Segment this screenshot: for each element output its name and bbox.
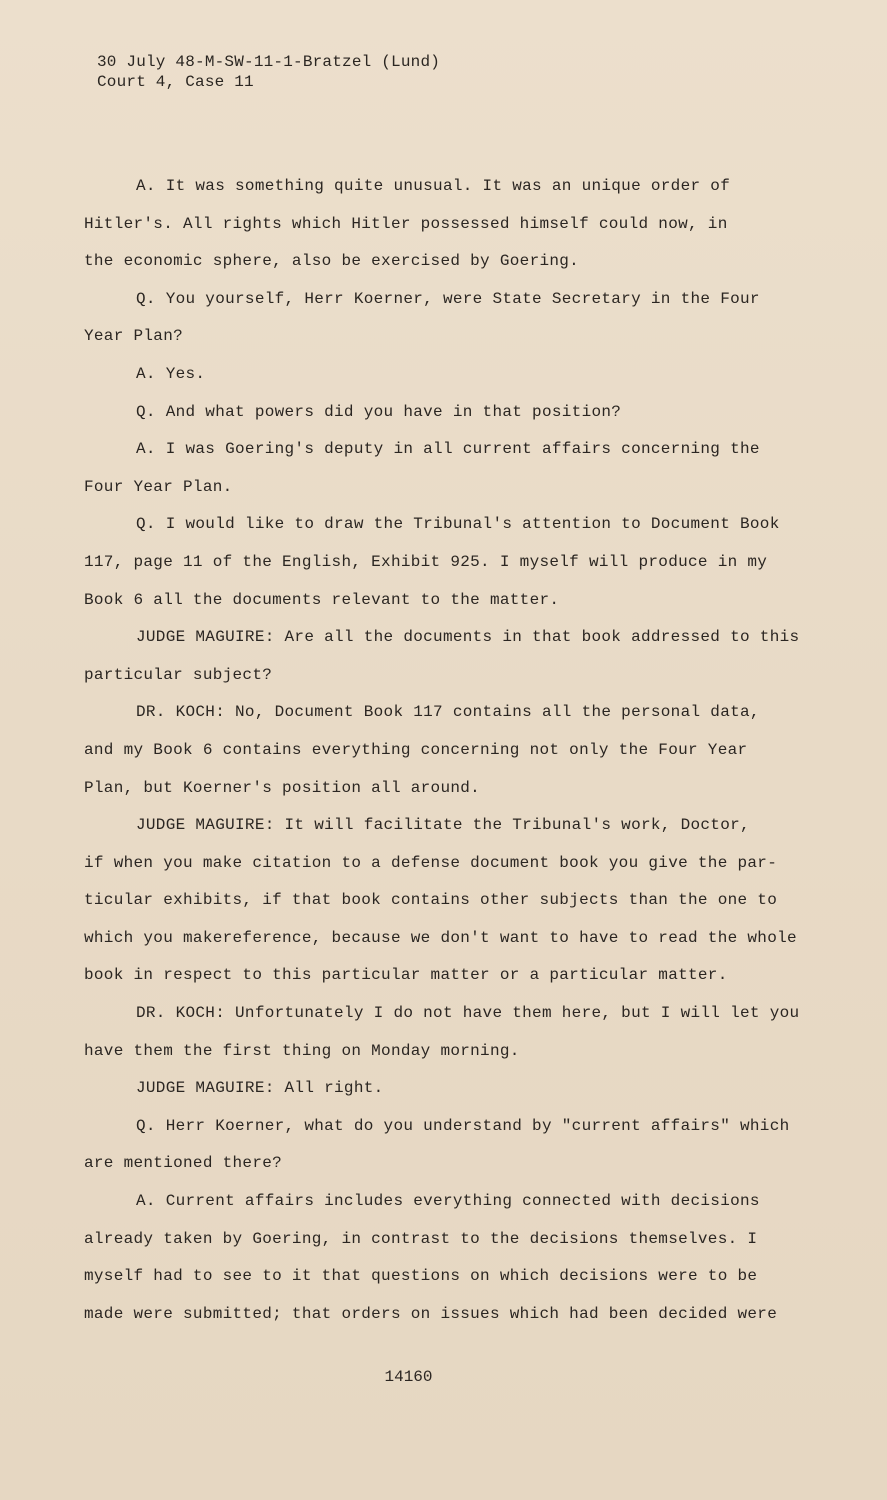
transcript-line: book in respect to this particular matter or a particular matter. [84,966,728,985]
transcript-paragraph [84,356,804,394]
transcript-line: 117, page 11 of the English, Exhibit 925. I myself will produce in my [84,552,768,571]
transcript-paragraph [84,995,804,1070]
transcript-paragraph [84,281,804,356]
transcript-line: myself had to see to it that questions on which decisions were to be [84,1267,758,1286]
transcript-paragraph [84,168,804,281]
transcript-line: Hitler's. All rights which Hitler possessed himself could now, in [84,214,728,233]
transcript-body [84,168,804,1333]
transcript-paragraph [84,431,804,506]
transcript-line: A. Current affairs includes everything connected with decisions [136,1192,760,1211]
transcript-line: DR. KOCH: Unfortunately I do not have them here, but I will let you [136,1004,800,1023]
transcript-line: already taken by Goering, in contrast to the decisions themselves. I [84,1229,758,1248]
transcript-line: Q. You yourself, Herr Koerner, were State Secretary in the Four [136,289,760,308]
transcript-line: particular subject? [84,665,273,684]
transcript-line: JUDGE MAGUIRE: Are all the documents in that book addressed to this [136,628,800,647]
header-line-2: Court 4, Case 11 [97,73,254,91]
transcript-line: A. Yes. [136,364,206,383]
page-number: 14160 [384,1368,433,1386]
header-line-1: 30 July 48-M-SW-11-1-Bratzel (Lund) [97,53,441,71]
transcript-line: ticular exhibits, if that book contains other subjects than the one to [84,891,778,910]
transcript-line: Year Plan? [84,327,184,346]
transcript-line: made were submitted; that orders on issues which had been decided were [84,1304,778,1323]
transcript-line: Four Year Plan. [84,477,233,496]
transcript-line: Book 6 all the documents relevant to the matter. [84,590,560,609]
transcript-line: have them the first thing on Monday morning. [84,1041,520,1060]
transcript-line: JUDGE MAGUIRE: It will facilitate the Tribunal's work, Doctor, [136,816,750,835]
transcript-line: and my Book 6 contains everything concerning not only the Four Year [84,740,748,759]
transcript-line: if when you make citation to a defense document book you give the par- [84,853,778,872]
transcript-paragraph [84,506,804,619]
transcript-paragraph [84,394,804,432]
transcript-line: JUDGE MAGUIRE: All right. [136,1079,384,1098]
transcript-line: A. I was Goering's deputy in all current affairs concerning the [136,440,760,459]
transcript-line: Q. And what powers did you have in that position? [136,402,622,421]
transcript-line: A. It was something quite unusual. It was an unique order of [136,177,731,195]
transcript-paragraph [84,1183,804,1333]
transcript-line: Plan, but Koerner's position all around. [84,778,481,797]
transcript-line: Q. I would like to draw the Tribunal's attention to Document Book [136,515,780,534]
transcript-line: the economic sphere, also be exercised by Goering. [84,252,580,271]
transcript-line: Q. Herr Koerner, what do you understand by "current affairs" which [136,1116,790,1135]
transcript-paragraph [84,619,804,694]
transcript-line: DR. KOCH: No, Document Book 117 contains all the personal data, [136,703,760,722]
transcript-paragraph [84,1108,804,1183]
transcript-paragraph [84,1070,804,1108]
transcript-line: are mentioned there? [84,1154,283,1173]
document-header [97,52,440,92]
transcript-paragraph [84,694,804,807]
transcript-line: which you makereference, because we don't want to have to read the whole [84,928,797,947]
transcript-paragraph [84,807,804,995]
